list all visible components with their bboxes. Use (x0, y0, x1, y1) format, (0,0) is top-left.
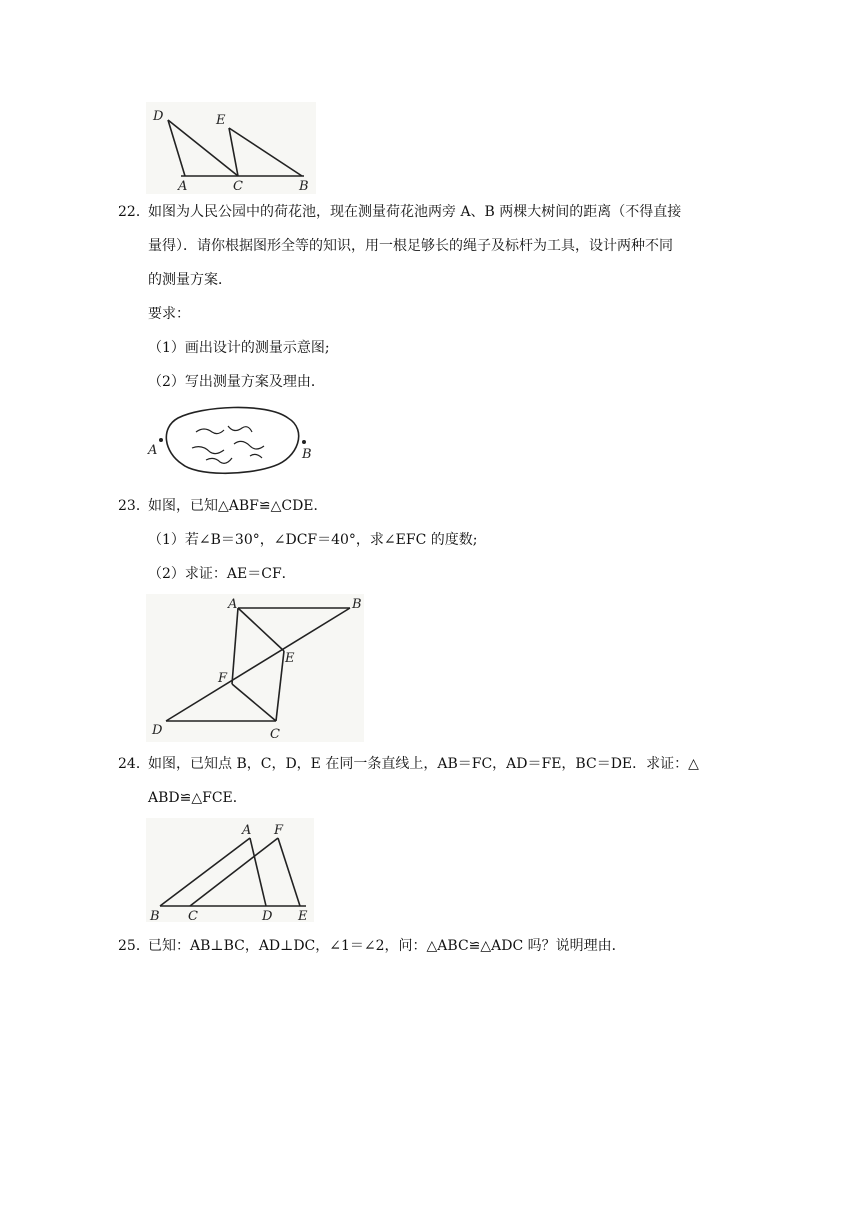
q23-item2: （2）求证：AE＝CF． (148, 566, 296, 582)
q22-line2: 量得）．请你根据图形全等的知识，用一根足够长的绳子及标杆为工具，设计两种不同 (148, 238, 673, 254)
label-C: C (188, 909, 198, 924)
label-A: A (228, 597, 238, 612)
q22-line3: 的测量方案． (148, 272, 232, 288)
label-A: A (178, 179, 188, 194)
q22-item2: （2）写出测量方案及理由． (148, 374, 325, 390)
label-A: A (148, 443, 158, 458)
q22-requirement: 要求： (148, 306, 190, 322)
q24-line1: 如图，已知点 B，C，D，E 在同一条直线上，AB＝FC，AD＝FE，BC＝DE．求证：△ (148, 756, 699, 772)
label-C: C (233, 179, 243, 194)
label-F: F (274, 823, 284, 838)
label-B: B (150, 909, 160, 924)
label-F: F (218, 671, 228, 686)
q22-line1: 如图为人民公园中的荷花池，现在测量荷花池两旁 A、B 两棵大树间的距离（不得直接 (148, 204, 682, 220)
label-E: E (298, 909, 308, 924)
label-D: D (152, 723, 163, 738)
q23-number: 23． (118, 498, 150, 514)
q24-line2: ABD≌△FCE． (148, 790, 247, 806)
figure-q23 (146, 594, 364, 742)
figure-q24 (146, 818, 314, 922)
q25-number: 25． (118, 938, 150, 954)
label-C: C (270, 727, 280, 742)
label-B: B (302, 447, 312, 462)
q22-item1: （1）画出设计的测量示意图; (148, 340, 330, 356)
q23-item1: （1）若∠B＝30°，∠DCF＝40°，求∠EFC 的度数; (148, 532, 478, 548)
label-B: B (352, 597, 362, 612)
label-A: A (242, 823, 252, 838)
q24-number: 24． (118, 756, 150, 772)
q23-line1: 如图，已知△ABF≌△CDE． (148, 498, 328, 514)
figure-q22-pond (146, 404, 316, 480)
q22-number: 22． (118, 204, 150, 220)
label-D: D (262, 909, 273, 924)
label-E: E (216, 113, 226, 128)
q25-line1: 已知：AB⊥BC，AD⊥DC，∠1＝∠2，问：△ABC≌△ADC 吗？说明理由． (148, 938, 626, 954)
figure-q21 (146, 102, 316, 194)
label-D: D (153, 109, 164, 124)
label-B: B (299, 179, 309, 194)
label-E: E (285, 651, 295, 666)
